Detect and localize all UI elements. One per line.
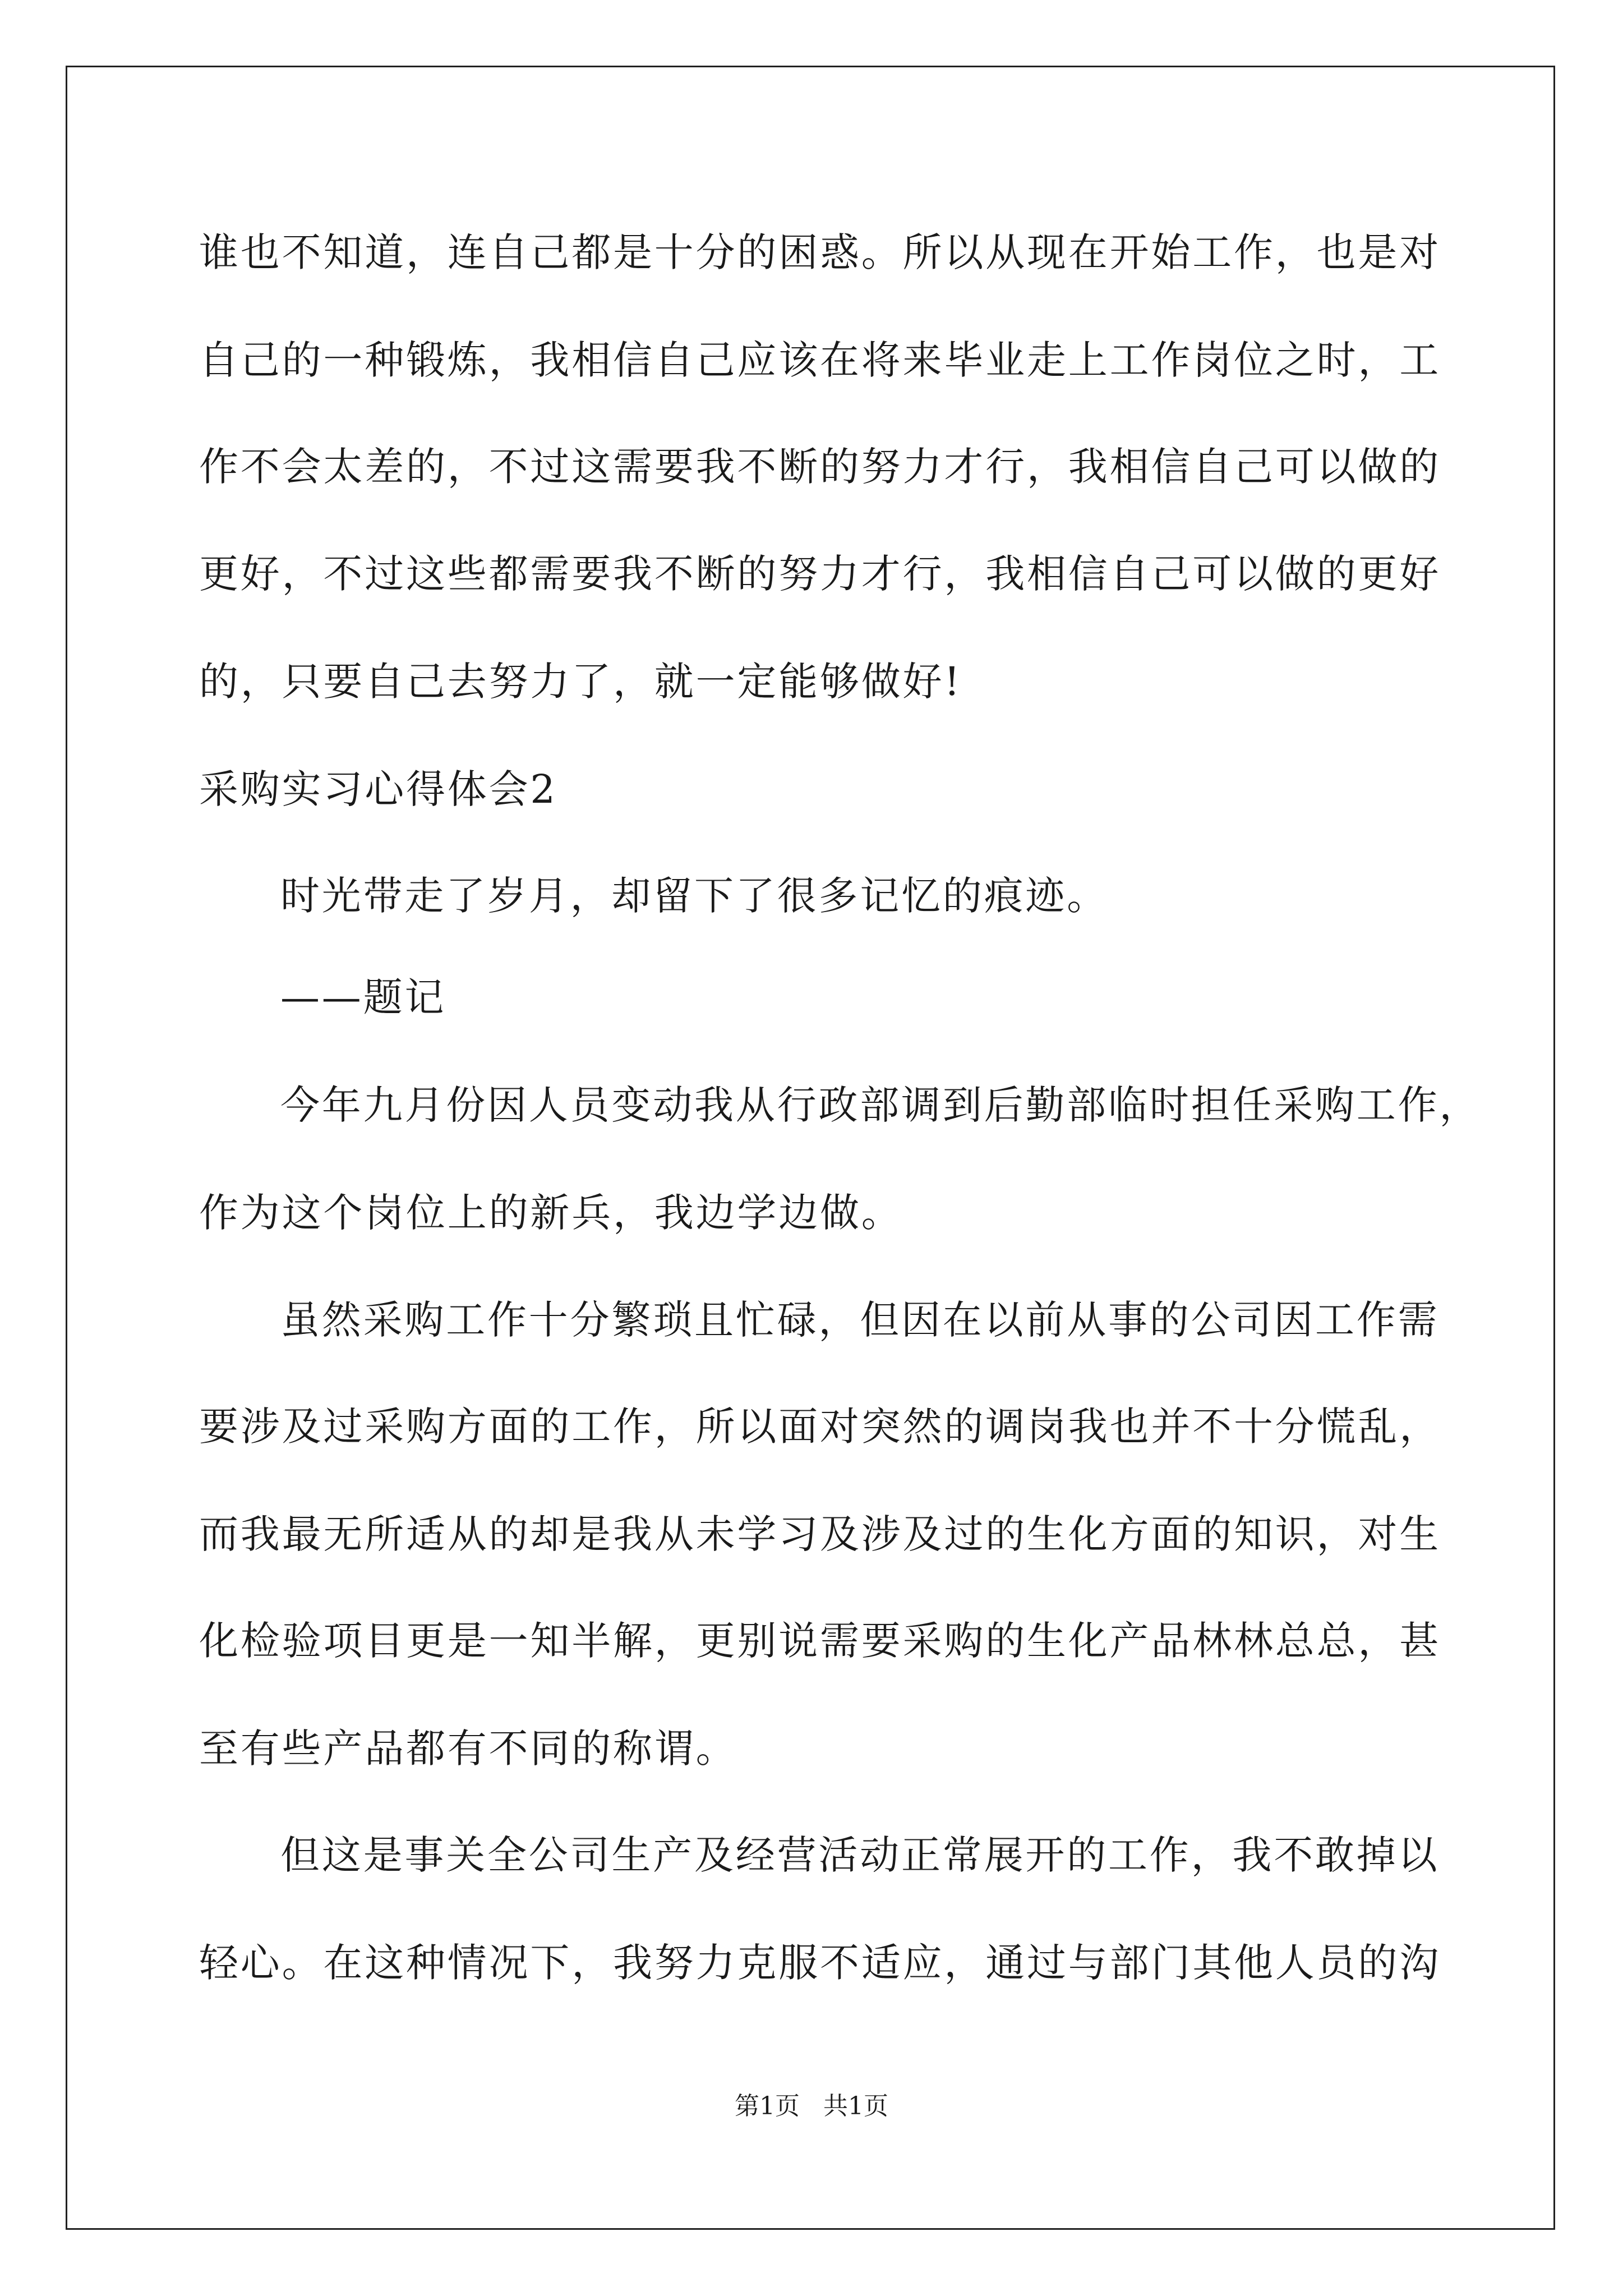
text-line: 化检验项目更是一知半解，更别说需要采购的生化产品林林总总，甚 xyxy=(199,1618,1441,1664)
text-line: 虽然采购工作十分繁琐且忙碌，但因在以前从事的公司因工作需 xyxy=(280,1297,1440,1343)
text-line: 作不会太差的，不过这需要我不断的努力才行，我相信自己可以做的 xyxy=(199,444,1441,490)
text-line: 自己的一种锻炼，我相信自己应该在将来毕业走上工作岗位之时，工 xyxy=(199,337,1441,383)
page-footer: 第1页 共1页 xyxy=(735,2092,888,2120)
section-heading: 采购实习心得体会2 xyxy=(199,766,557,812)
text-line: 时光带走了岁月，却留下了很多记忆的痕迹。 xyxy=(280,873,1108,919)
text-line: ——题记 xyxy=(280,974,446,1020)
text-line: 今年九月份因人员变动我从行政部调到后勤部临时担任采购工作， xyxy=(280,1082,1481,1128)
text-line: 但这是事关全公司生产及经营活动正常展开的工作，我不敢掉以 xyxy=(280,1832,1440,1878)
text-line: 更好，不过这些都需要我不断的努力才行，我相信自己可以做的更好 xyxy=(199,551,1441,597)
text-line: 作为这个岗位上的新兵，我边学边做。 xyxy=(199,1190,903,1236)
text-line: 而我最无所适从的却是我从未学习及涉及过的生化方面的知识，对生 xyxy=(199,1511,1441,1557)
page-border xyxy=(66,66,1555,2230)
text-line: 的，只要自己去努力了，就一定能够做好! xyxy=(199,659,962,705)
text-line: 轻心。在这种情况下，我努力克服不适应，通过与部门其他人员的沟 xyxy=(199,1940,1441,1986)
text-line: 要涉及过采购方面的工作，所以面对突然的调岗我也并不十分慌乱， xyxy=(199,1404,1441,1450)
text-line: 至有些产品都有不同的称谓。 xyxy=(199,1726,737,1772)
text-line: 谁也不知道，连自己都是十分的困惑。所以从现在开始工作，也是对 xyxy=(199,229,1441,275)
